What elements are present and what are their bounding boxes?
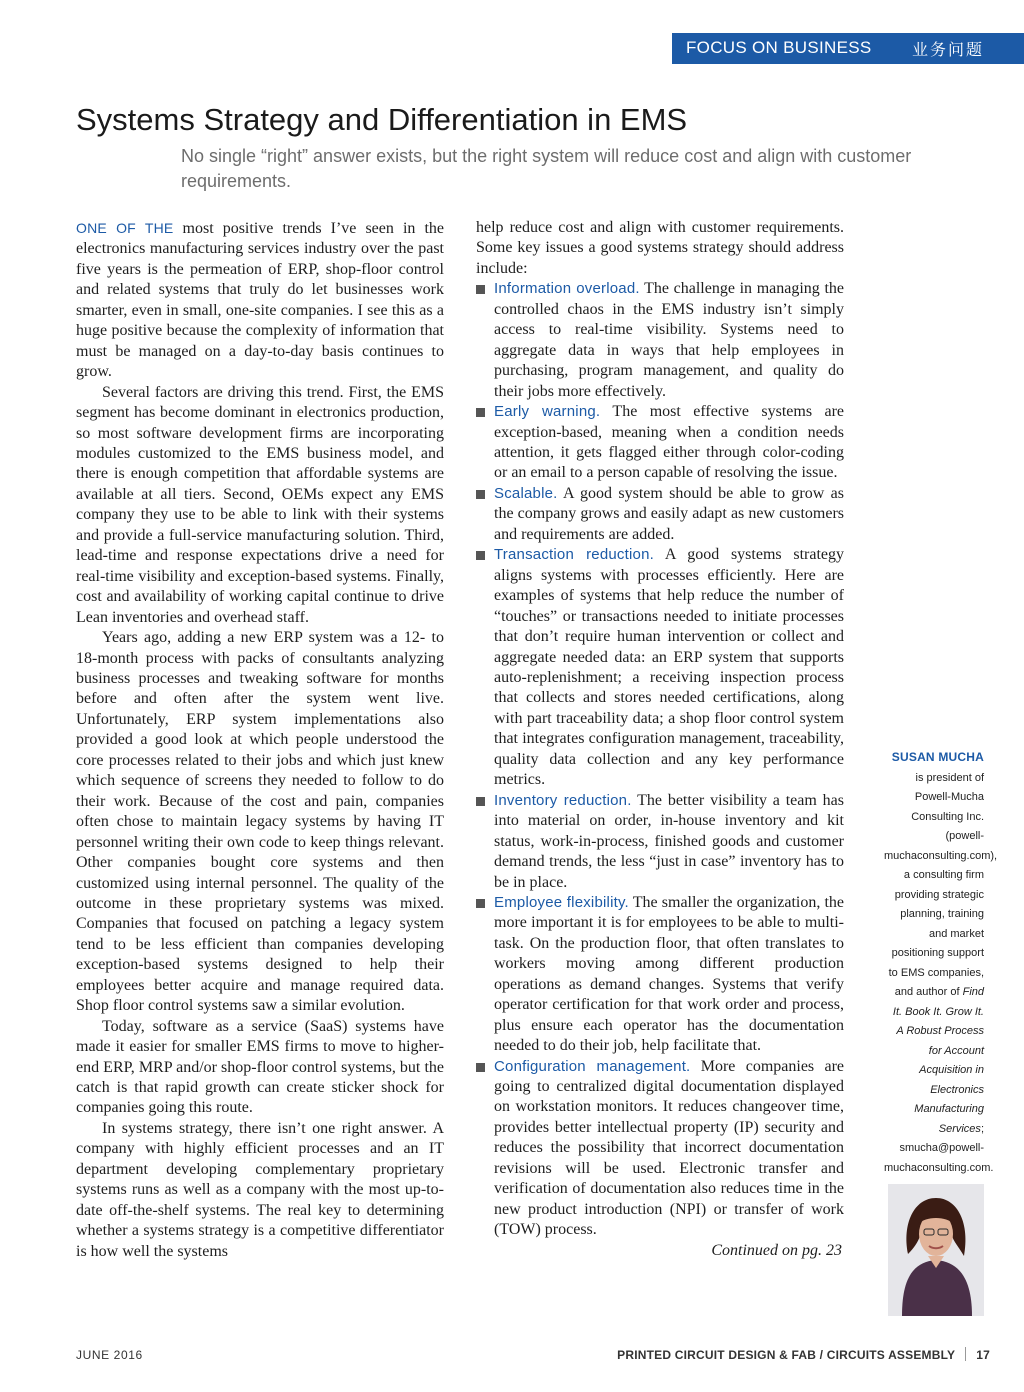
bullet-keyword: Scalable. bbox=[494, 484, 558, 502]
bullet-text: The most effective systems are exception-based, meaning when a condition needs attention, it gets flagged either through color-coding or an email to a person capable of resolving the issue. bbox=[494, 403, 844, 482]
bullet-text: The smaller the organization, the more important it is for employees to be able to multi-task. On the production floor, that often translates to workers moving among different production operations as demand changes. Systems that verify operator certification for that work order and process, plus ensure each operator has the documentation needed to do their job, help facilitate that. bbox=[494, 893, 845, 1055]
paragraph-2: Several factors are driving this trend. First, the EMS segment has become dominant in electronics production, so most software development firms are incorporating modules customized to the EMS business model, and there is enough competition that affordable systems are available at all tiers. Second, OEMs expect any EMS company they use to be able to link with their systems and provide a full-service manufacturing solution. Third, lead-time and response expectations drive a need for real-time visibility and exception-based systems. Finally, cost and availability of working capital continue to drive Lean inventories and overhead staff. bbox=[76, 383, 444, 626]
article-column-left bbox=[76, 218, 444, 1262]
section-banner bbox=[672, 33, 1024, 64]
bullet-text: The better visibility a team has into material on order, in-house inventory and kit status, work-in-process, finished goods and customer demand trends, the less “just in case” inventory has to be in place. bbox=[494, 791, 844, 891]
author-bio-text: is president of Powell-Mucha Consulting Inc. (powell-muchaconsulting.com), a consulting firm providing strategic planning, training and market positioning support to EMS companies, and author of bbox=[884, 771, 998, 998]
paragraph-1-text: most positive trends I’ve seen in the electronics manufacturing services industry over the past five years is the permeation of ERP, shop-floor control and related systems that truly do let businesses work smarter, even in small, one-site companies. I see this as a huge positive because the complexity of information that must be managed on a day-to-day basis continues to grow. bbox=[76, 220, 445, 381]
footer-publication bbox=[617, 1347, 990, 1362]
square-bullet-icon bbox=[476, 408, 485, 417]
key-issues-list bbox=[476, 279, 844, 1240]
author-photo bbox=[888, 1184, 984, 1316]
paragraph-4: Today, software as a service (SaaS) systems have made it easier for smaller EMS firms to move to higher-end ERP, MRP and/or shop-floor control systems, but the catch is that rapid growth can create sticker shock for companies going this route. bbox=[76, 1017, 444, 1117]
footer-divider bbox=[965, 1347, 966, 1361]
list-item bbox=[476, 545, 844, 790]
list-item bbox=[476, 402, 844, 484]
article-deck: No single “right” answer exists, but the right system will reduce cost and align with customer requirements. bbox=[181, 146, 912, 191]
bullet-keyword: Transaction reduction. bbox=[494, 546, 654, 564]
bullet-text: More companies are going to centralized digital documentation displayed on workstation monitors. It reduces changeover time, provides better intellectual property (IP) security and reduces the possibility that incorrect documentation revisions will be used. Electronic transfer and verification of documentation also reduces time in the new product introduction (NPI) or transfer of work (TOW) process. bbox=[494, 1057, 844, 1239]
bullet-keyword: Early warning. bbox=[494, 403, 601, 421]
issue-date: JUNE 2016 bbox=[76, 1348, 143, 1362]
square-bullet-icon bbox=[476, 1063, 485, 1072]
square-bullet-icon bbox=[476, 899, 485, 908]
article-title: Systems Strategy and Differentiation in EMS bbox=[76, 102, 688, 137]
author-name: SUSAN MUCHA bbox=[891, 750, 984, 764]
author-book-title: Find It. Book It. Grow It. A Robust Process for Account Acquisition in Electronics Manufacturing Services bbox=[892, 986, 984, 1135]
paragraph-5: In systems strategy, there isn’t one right answer. A company with highly efficient processes and an IT department developing complementary proprietary systems runs as well as a company with the most up-to-date off-the-shelf systems. The real key to determining whether a systems strategy is a competitive differentiator is how well the systems bbox=[76, 1119, 444, 1260]
column-2-intro: help reduce cost and align with customer requirements. Some key issues a good systems strategy should address include: bbox=[476, 219, 844, 277]
square-bullet-icon bbox=[476, 551, 485, 560]
square-bullet-icon bbox=[476, 285, 485, 294]
bullet-keyword: Employee flexibility. bbox=[494, 893, 629, 911]
author-email[interactable]: ; smucha@powell-muchaconsulting.com. bbox=[884, 1122, 994, 1174]
continued-link[interactable]: Continued on pg. 23 bbox=[711, 1241, 842, 1259]
list-item bbox=[476, 484, 844, 545]
bullet-keyword: Inventory reduction. bbox=[494, 791, 632, 809]
lead-in: ONE OF THE bbox=[76, 220, 174, 236]
square-bullet-icon bbox=[476, 797, 485, 806]
bullet-keyword: Information overload. bbox=[494, 280, 640, 298]
list-item bbox=[476, 893, 844, 1057]
paragraph-1 bbox=[76, 218, 444, 383]
section-label: FOCUS ON BUSINESS bbox=[686, 38, 872, 57]
list-item bbox=[476, 1057, 844, 1241]
article-column-right bbox=[476, 218, 844, 1261]
publication-name: PRINTED CIRCUIT DESIGN & FAB / CIRCUITS ASSEMBLY bbox=[617, 1348, 956, 1362]
square-bullet-icon bbox=[476, 490, 485, 499]
author-portrait-image bbox=[888, 1184, 984, 1316]
bullet-text: A good system should be able to grow as the company grows and easily adapt as new customers and requirements are added. bbox=[494, 484, 844, 543]
bullet-text: The challenge in managing the controlled chaos in the EMS industry isn’t simply access to real-time visibility. Systems need to aggregate data in ways that help employees in purchasing, program management, and quality do their jobs more effectively. bbox=[494, 280, 844, 400]
page-number: 17 bbox=[976, 1348, 990, 1362]
list-item bbox=[476, 279, 844, 402]
author-bio bbox=[884, 748, 998, 1178]
bullet-text: A good systems strategy aligns systems with processes efficiently. Here are examples of systems that help reduce the number of “touches” or transactions needed to initiate processes that don’t require human intervention or collect and aggregate needed data: an ERP system that supports auto-replenishment; a receiving inspection process that collects and stores needed certifications, along with part traceability data; a shop floor control system that integrates configuration management, traceability, quality data collection and any key performance metrics. bbox=[494, 546, 844, 789]
list-item bbox=[476, 791, 844, 893]
section-label-chinese: 业务问题 bbox=[912, 40, 985, 59]
bullet-keyword: Configuration management. bbox=[494, 1057, 691, 1075]
paragraph-3: Years ago, adding a new ERP system was a 12- to 18-month process with packs of consultants analyzing business processes and tweaking software for months before and often after the system went live. Unfortunately, ERP system implementations also provided a good look at which people understood the core processes related to their jobs and which just knew which sequence of screens they needed to follow to do their work. Because of the cost and pain, companies often chose to maintain legacy systems by having IT personnel writing their own code to keep things relevant. Other companies bought core systems and then customized using internal personnel. The quality of the outcome in these proprietary systems was mixed. Companies that focused on patching a legacy system tend to be less efficient than companies developing exception-based systems designed to help their employees better acquire and manage required data. Shop floor control systems saw a similar evolution. bbox=[76, 629, 444, 1015]
